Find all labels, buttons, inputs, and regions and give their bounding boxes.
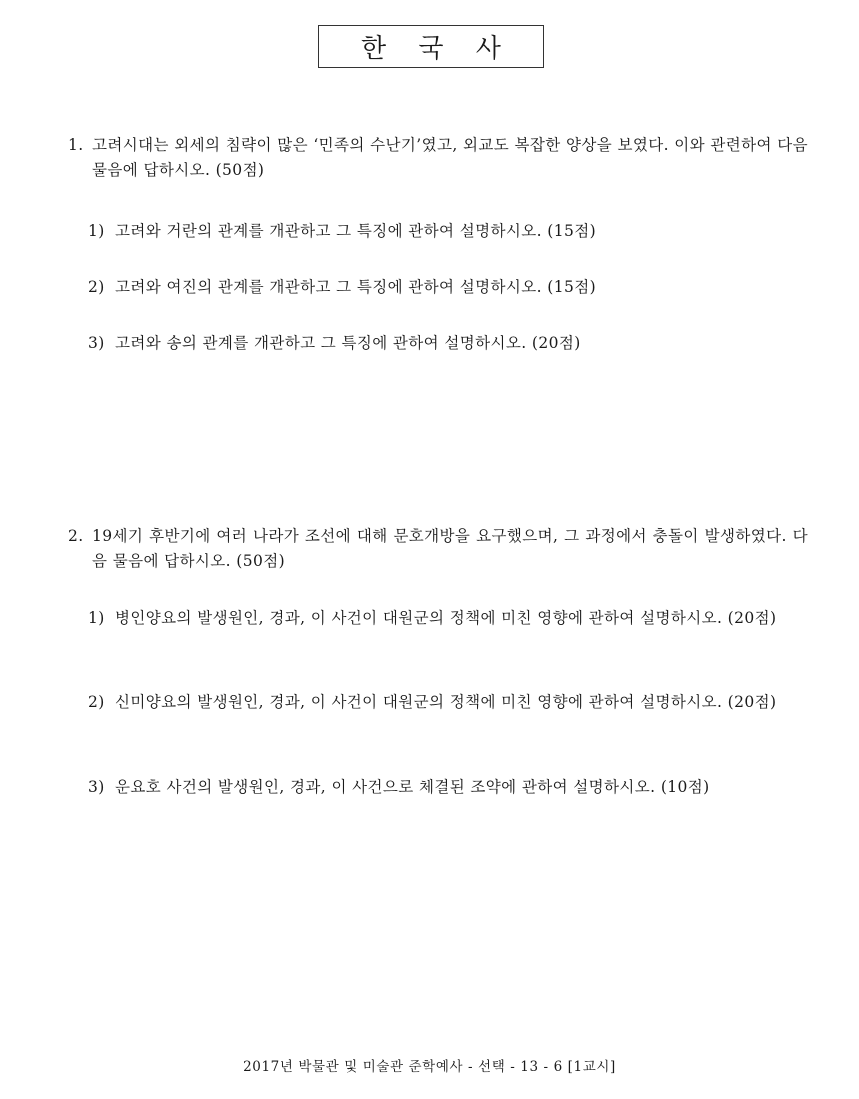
page-footer: 2017년 박물관 및 미술관 준학예사 - 선택 - 13 - 6 [1교시] — [243, 1059, 616, 1075]
question-2 — [68, 524, 808, 574]
sub-question-2-1 — [88, 606, 796, 631]
question-text: 고려시대는 외세의 침략이 많은 ‘민족의 수난기’였고, 외교도 복잡한 양상을 보였다. 이와 관련하여 다음 물음에 답하시오. (50점) — [92, 136, 808, 179]
sub-question-number: 3) — [88, 334, 105, 352]
sub-question-text: 고려와 거란의 관계를 개관하고 그 특징에 관하여 설명하시오. (15점) — [115, 222, 597, 240]
sub-question-2-3 — [88, 775, 796, 800]
sub-question-number: 2) — [88, 278, 105, 296]
sub-question-text: 운요호 사건의 발생원인, 경과, 이 사건으로 체결된 조약에 관하여 설명하시오. (10점) — [115, 778, 710, 796]
question-number: 1. — [68, 136, 84, 154]
sub-question-text: 병인양요의 발생원인, 경과, 이 사건이 대원군의 정책에 미친 영향에 관하여 설명하시오. (20점) — [115, 609, 777, 627]
sub-question-text: 고려와 송의 관계를 개관하고 그 특징에 관하여 설명하시오. (20점) — [115, 334, 581, 352]
sub-question-text: 고려와 여진의 관계를 개관하고 그 특징에 관하여 설명하시오. (15점) — [115, 278, 597, 296]
sub-question-number: 3) — [88, 778, 105, 796]
sub-question-2-2 — [88, 690, 796, 715]
sub-question-1-3 — [88, 331, 796, 356]
sub-question-1-2 — [88, 275, 796, 300]
sub-question-text: 신미양요의 발생원인, 경과, 이 사건이 대원군의 정책에 미친 영향에 관하여 설명하시오. (20점) — [115, 693, 777, 711]
question-number: 2. — [68, 527, 84, 545]
sub-question-number: 1) — [88, 222, 105, 240]
page-title: 한 국 사 — [318, 25, 544, 68]
sub-question-1-1 — [88, 219, 796, 244]
sub-question-number: 1) — [88, 609, 105, 627]
question-text: 19세기 후반기에 여러 나라가 조선에 대해 문호개방을 요구했으며, 그 과정에서 충돌이 발생하였다. 다음 물음에 답하시오. (50점) — [92, 527, 808, 570]
sub-question-number: 2) — [88, 693, 105, 711]
question-1 — [68, 133, 808, 183]
